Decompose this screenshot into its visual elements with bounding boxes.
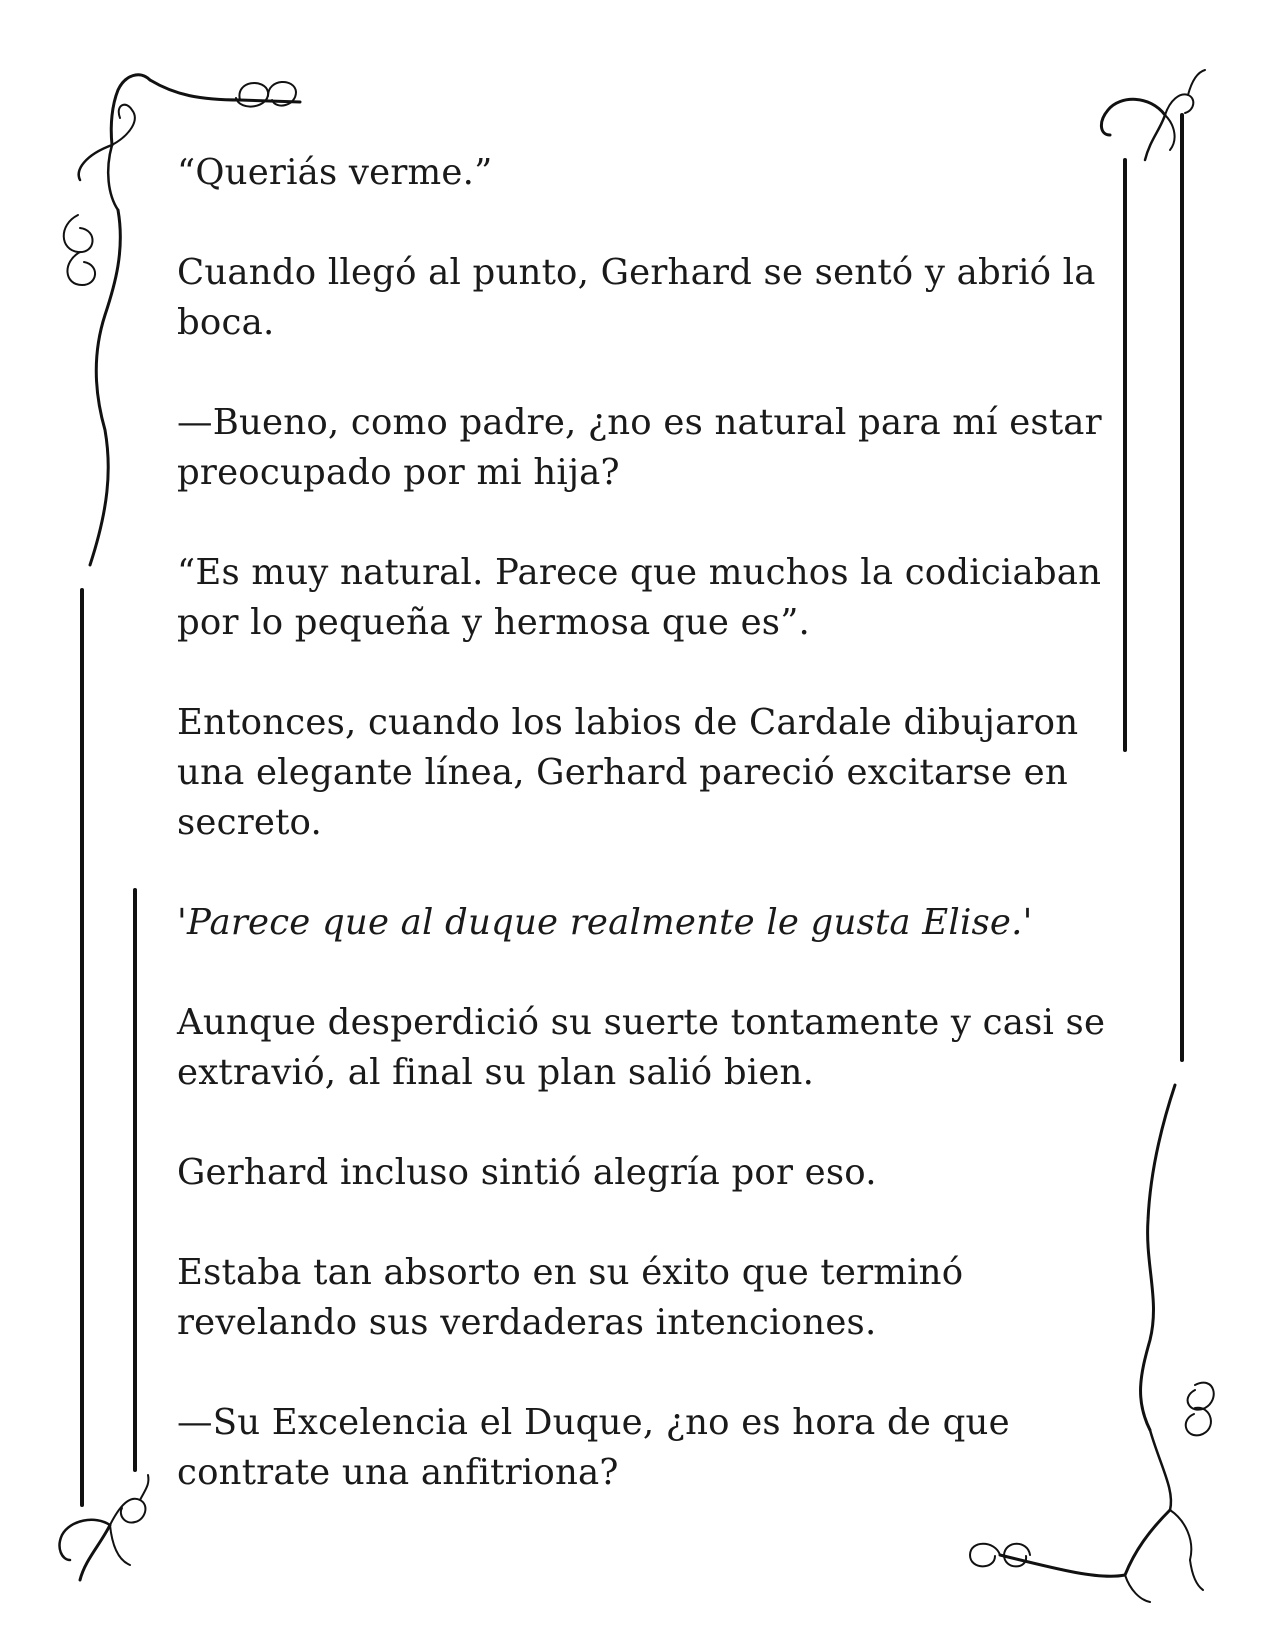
story-paragraph: Aunque desperdició su suerte tontamente y casi se extravió, al final su plan salió bien.	[177, 1002, 1106, 1093]
top-right-flourish	[1101, 70, 1205, 160]
story-text	[177, 148, 1117, 1548]
story-paragraph: Entonces, cuando los labios de Cardale dibujaron una elegante línea, Gerhard pareció excitarse en secreto.	[177, 702, 1079, 843]
story-paragraph: “Queriás verme.”	[177, 152, 493, 193]
story-paragraph: —Bueno, como padre, ¿no es natural para mí estar preocupado por mi hija?	[177, 402, 1102, 493]
story-paragraph: Estaba tan absorto en su éxito que terminó revelando sus verdaderas intenciones.	[177, 1252, 964, 1343]
story-paragraph: Gerhard incluso sintió alegría por eso.	[177, 1152, 877, 1193]
bottom-left-flourish	[60, 1475, 149, 1580]
story-paragraph: “Es muy natural. Parece que muchos la codiciaban por lo pequeña y hermosa que es”.	[177, 552, 1102, 643]
story-paragraph: 'Parece que al duque realmente le gusta Elise.'	[177, 902, 1033, 943]
story-paragraph: Cuando llegó al punto, Gerhard se sentó y abrió la boca.	[177, 252, 1096, 343]
story-paragraph: —Su Excelencia el Duque, ¿no es hora de que contrate una anfitriona?	[177, 1402, 1010, 1493]
